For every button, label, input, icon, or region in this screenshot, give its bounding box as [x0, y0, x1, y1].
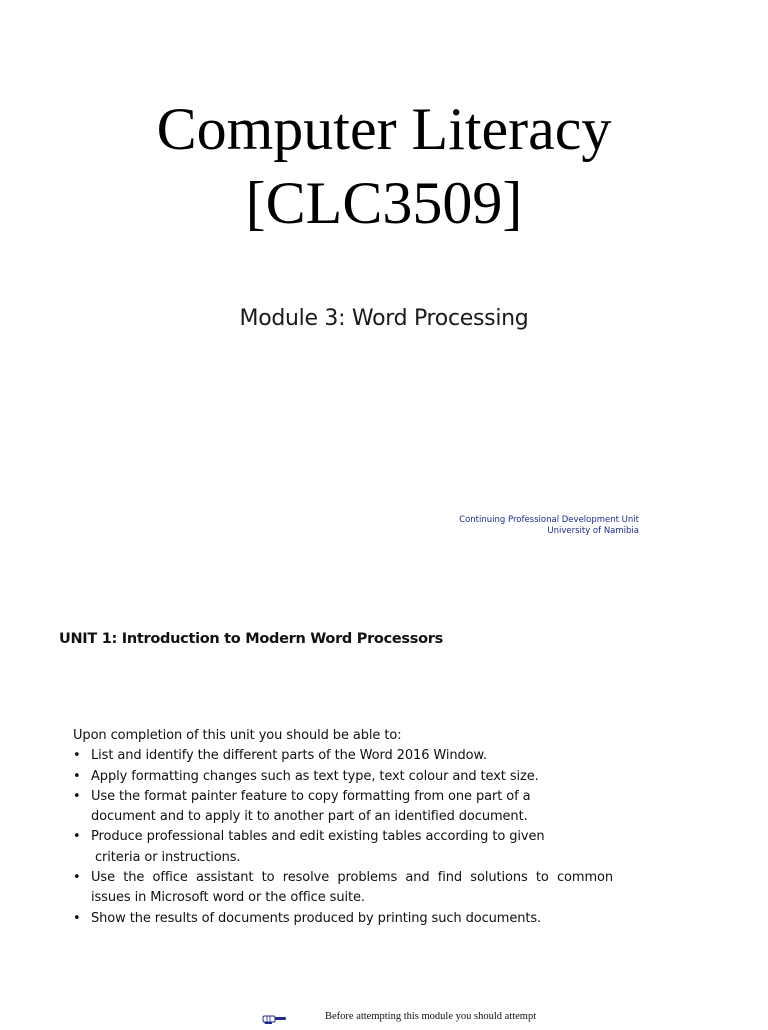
objective-text-continued: issues in Microsoft word or the office suite.	[91, 890, 365, 906]
objective-text: • Use the format painter feature to copy formatting from one part of a	[91, 788, 531, 804]
document-title	[0, 92, 768, 240]
org-university-name: University of Namibia	[547, 526, 639, 536]
footer-note	[262, 1010, 562, 1024]
objective-text-continued: document and to apply it to another part of an identified document.	[91, 809, 528, 825]
objectives-intro: Upon completion of this unit you should be able to:	[73, 728, 402, 743]
objective-text: Show the results of documents produced by printing such documents.	[91, 910, 542, 926]
objective-item	[73, 746, 613, 766]
objectives-list	[73, 746, 613, 929]
objective-item	[73, 787, 613, 828]
module-subtitle: Module 3: Word Processing	[239, 306, 529, 331]
unit-heading: UNIT 1: Introduction to Modern Word Processors	[59, 631, 443, 647]
objective-text: List and identify the different parts of the Word 2016 Window.	[91, 748, 487, 764]
org-unit-name: Continuing Professional Development Unit	[459, 515, 639, 525]
title-course-code: [CLC3509]	[245, 170, 523, 236]
objective-text: Apply formatting changes such as text type, text colour and text size.	[91, 768, 539, 784]
objective-item	[73, 767, 613, 787]
organization-credit	[459, 515, 639, 537]
objective-text-continued: criteria or instructions.	[95, 849, 241, 865]
pointing-hand-icon	[262, 1012, 288, 1024]
learning-objectives	[73, 726, 613, 929]
footer-text: Before attempting this module you should attempt	[325, 1011, 537, 1022]
objective-text: • Use the office assistant to resolve problems and find solutions to common	[91, 870, 613, 886]
title-course-name: Computer Literacy	[156, 96, 612, 162]
objective-item	[73, 827, 613, 868]
objective-item	[73, 868, 613, 909]
objective-text: • Produce professional tables and edit existing tables according to given	[91, 829, 545, 845]
objective-item	[73, 909, 613, 929]
